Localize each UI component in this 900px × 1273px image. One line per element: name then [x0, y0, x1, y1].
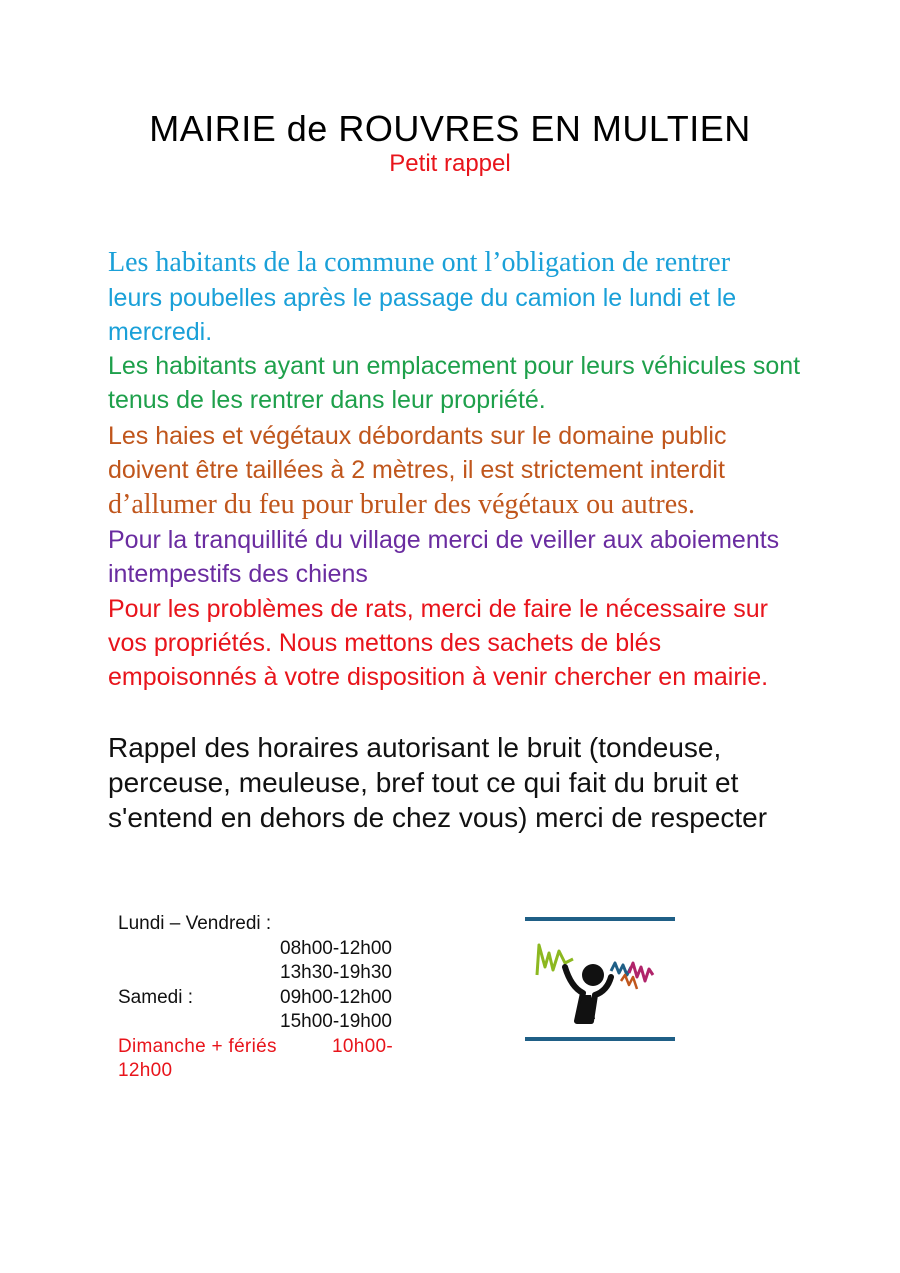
noise-person-icon-svg: [525, 915, 675, 1043]
notice-dogs: Pour la tranquillité du village merci de veiller aux aboiements intempestifs des chiens: [108, 526, 780, 588]
schedule-row: [118, 912, 418, 937]
page-subtitle: Petit rappel: [389, 150, 511, 177]
orange-zigzag: [621, 975, 637, 989]
notice-vehicles: Les habitants ayant un emplacement pour leurs véhicules sont tenus de les rentrer dans leur propriété.: [108, 352, 801, 414]
icon-top-bar: [525, 917, 675, 921]
weekdays-slot-1: 08h00-12h00: [280, 937, 392, 959]
saturday-slot-1: 09h00-12h00: [280, 986, 392, 1008]
icon-bottom-bar: [525, 1037, 675, 1041]
schedule-row: [118, 961, 418, 986]
page-title: MAIRIE de ROUVRES EN MULTIEN: [149, 108, 751, 149]
notice-bins-line2: leurs poubelles après le passage du camion le lundi et le mercredi.: [108, 284, 737, 346]
schedule-block: [118, 912, 418, 1084]
weekdays-label: Lundi – Vendredi :: [118, 913, 272, 934]
saturday-slot-2: 15h00-19h00: [280, 1011, 392, 1032]
schedule-row-sunday-cont: [118, 1059, 418, 1084]
sunday-slot-b: 12h00: [118, 1060, 173, 1081]
sunday-slot-a: 10h00-: [332, 1035, 393, 1057]
notice-rats: Pour les problèmes de rats, merci de faire le nécessaire sur vos propriétés. Nous mettons des sachets de blés empoisonnés à votre disposition à venir chercher en mairie.: [108, 595, 769, 691]
blue-zigzag: [611, 963, 631, 975]
notice-hedges-fire: d’allumer du feu pour bruler des végétaux ou autres.: [108, 489, 696, 520]
notice-noise: Rappel des horaires autorisant le bruit (tondeuse, perceuse, meuleuse, bref tout ce qui fait du bruit et s'entend en dehors de chez vous) merci de respecter: [108, 732, 768, 833]
saturday-label: Samedi :: [118, 986, 193, 1008]
schedule-row: [118, 937, 418, 962]
notice-bins-line1: Les habitants de la commune ont l’obligation de rentrer: [108, 247, 731, 278]
noise-person-icon: [525, 915, 675, 1043]
person-head: [582, 964, 604, 986]
weekdays-slot-2: 13h30-19h30: [280, 962, 392, 983]
schedule-row: [118, 986, 418, 1011]
schedule-row: [118, 1010, 418, 1035]
schedule-row-sunday: [118, 1035, 418, 1060]
sunday-label: Dimanche + fériés: [118, 1035, 277, 1057]
notice-hedges: Les haies et végétaux débordants sur le domaine public doivent être taillées à 2 mètres, il est strictement interdit: [108, 422, 727, 484]
